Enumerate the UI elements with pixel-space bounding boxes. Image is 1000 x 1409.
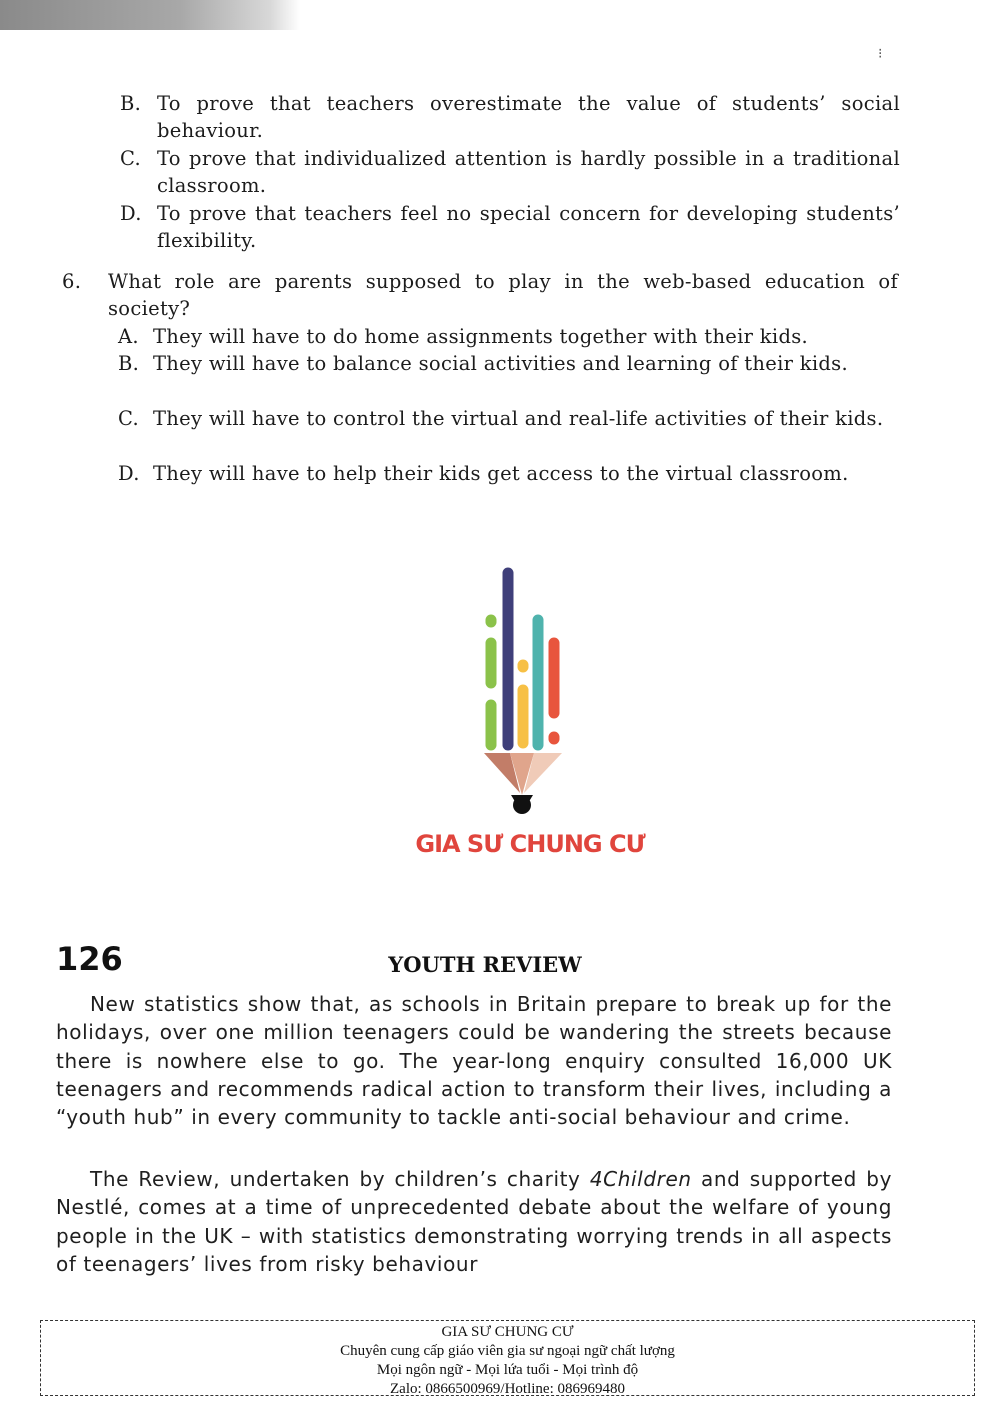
q6-option-d xyxy=(118,460,898,487)
option-text: To prove that teachers overestimate the value of students’ social behaviour. xyxy=(157,92,900,142)
q6-option-c xyxy=(118,405,898,432)
section-number: 126 xyxy=(56,940,123,978)
scan-edge-shadow xyxy=(0,0,300,30)
question-text: What role are parents supposed to play in the web-based education of society? xyxy=(108,270,898,320)
question-6 xyxy=(62,268,898,322)
paragraph-2-text-end: and supported by Nestlé, comes at a time of unprecedented debate about the welfare of young people in the UK – with statistics demonstrating worrying trends in all aspects of teenagers’ lives from risky behaviour xyxy=(56,1167,893,1276)
section-title: YOUTH REVIEW xyxy=(388,952,582,977)
question-number: 6. xyxy=(62,270,82,293)
option-letter: D. xyxy=(118,462,140,485)
option-text: They will have to do home assignments together with their kids. xyxy=(153,325,809,348)
option-letter: C. xyxy=(118,407,140,430)
charity-name: 4Children xyxy=(589,1167,692,1191)
brand-text: GIA SƯ CHUNG CƯ xyxy=(415,830,645,858)
q5-option-c xyxy=(120,145,900,199)
pencil-logo-icon xyxy=(470,565,570,820)
footer-brand: GIA SƯ CHUNG CƯ xyxy=(441,1324,574,1340)
q6-option-b xyxy=(118,350,898,377)
paragraph-2 xyxy=(56,1165,892,1278)
footer-box xyxy=(40,1320,975,1396)
option-letter: C. xyxy=(120,147,142,170)
q5-option-b xyxy=(120,90,900,144)
q6-option-a xyxy=(118,323,898,350)
footer-audience: Mọi ngôn ngữ - Mọi lứa tuổi - Mọi trình độ xyxy=(376,1362,639,1378)
paragraph-1: New statistics show that, as schools in Britain prepare to break up for the holidays, over one million teenagers could be wandering the streets because there is nowhere else to go. The year-long enquiry consulted 16,000 UK teenagers and recommends radical action to transform their lives, including a “youth hub” in every community to tackle anti-social behaviour and crime. xyxy=(56,992,892,1130)
footer-contact: Zalo: 0866500969/Hotline: 086969480 xyxy=(390,1381,625,1397)
footer-tagline: Chuyên cung cấp giáo viên gia sư ngoại ngữ chất lượng xyxy=(340,1343,675,1359)
option-text: They will have to help their kids get access to the virtual classroom. xyxy=(153,462,849,485)
option-text: They will have to balance social activities and learning of their kids. xyxy=(153,352,848,375)
scan-speck: ⁝ xyxy=(878,46,883,62)
q5-option-d xyxy=(120,200,900,254)
option-letter: B. xyxy=(120,92,142,115)
option-text: To prove that teachers feel no special concern for developing students’ flexibility. xyxy=(157,202,900,252)
option-text: To prove that individualized attention is hardly possible in a traditional classroom. xyxy=(157,147,900,197)
option-letter: D. xyxy=(120,202,142,225)
option-letter: A. xyxy=(118,325,139,348)
option-text: They will have to control the virtual and real-life activities of their kids. xyxy=(153,407,884,430)
paragraph-2-text-start: The Review, undertaken by children’s charity xyxy=(90,1167,590,1191)
option-letter: B. xyxy=(118,352,140,375)
